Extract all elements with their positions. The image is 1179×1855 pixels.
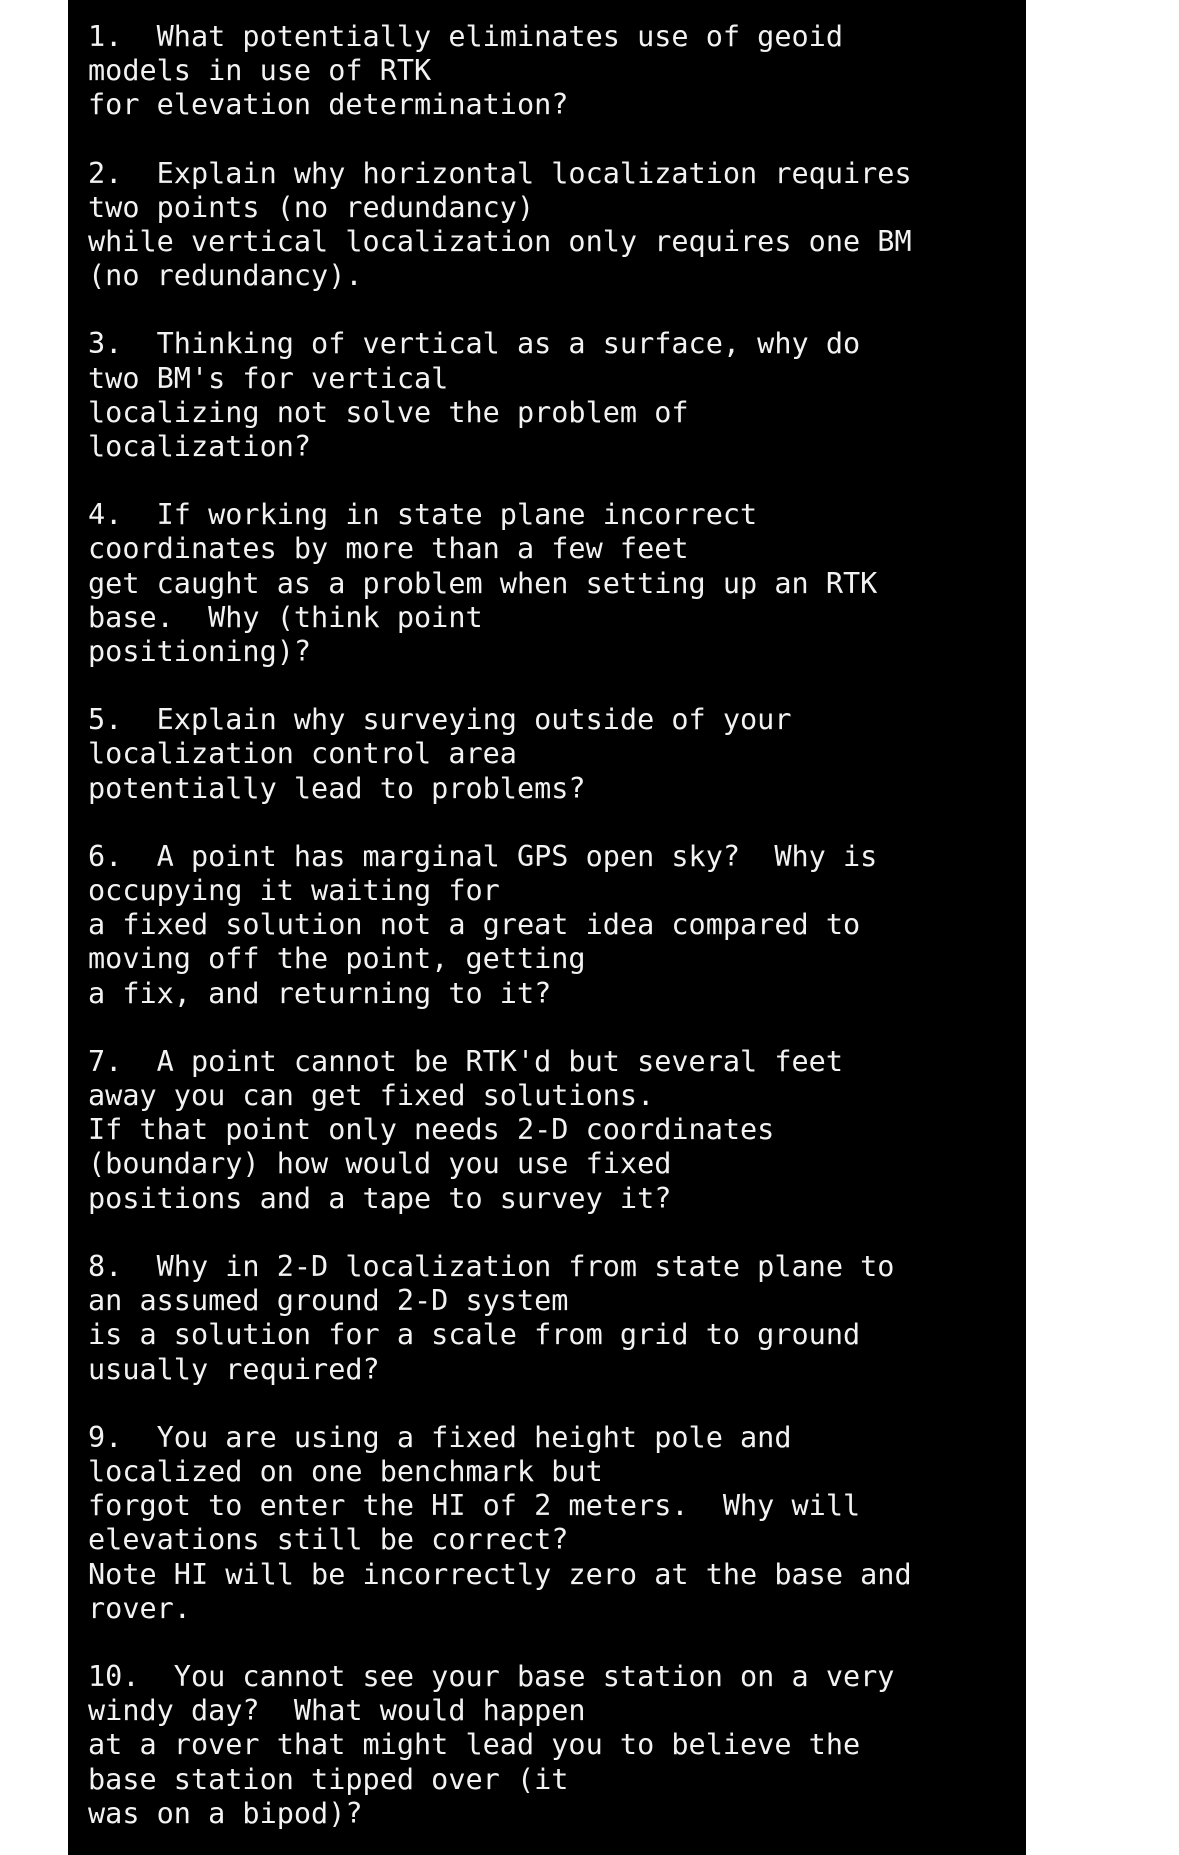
question-line: If that point only needs 2-D coordinates <box>88 1113 775 1147</box>
question-line: 3. Thinking of vertical as a surface, why do <box>88 327 861 361</box>
question-line: two points (no redundancy) <box>88 190 535 224</box>
question-line: positions and a tape to survey it? <box>88 1181 672 1215</box>
question-line: localizing not solve the problem of <box>88 395 689 429</box>
question-line: base. Why (think point <box>88 600 483 634</box>
question-6 <box>88 840 1026 1011</box>
question-4 <box>88 498 1026 669</box>
question-line: windy day? What would happen <box>88 1694 586 1728</box>
question-line: moving off the point, getting <box>88 942 586 976</box>
question-line: 1. What potentially eliminates use of geoid <box>88 20 843 53</box>
question-line: localization? <box>88 430 312 464</box>
question-line: 5. Explain why surveying outside of your <box>88 703 792 737</box>
terminal-text-panel <box>68 0 1026 1855</box>
question-list <box>88 20 1026 1831</box>
question-line: localized on one benchmark but <box>88 1454 603 1488</box>
question-line: 8. Why in 2-D localization from state plane to <box>88 1249 895 1283</box>
question-line: away you can get fixed solutions. <box>88 1079 655 1113</box>
question-7 <box>88 1045 1026 1216</box>
question-10 <box>88 1660 1026 1831</box>
question-line: a fixed solution not a great idea compared to <box>88 908 861 942</box>
question-line: 9. You are using a fixed height pole and <box>88 1420 792 1454</box>
question-line: 10. You cannot see your base station on a very <box>88 1659 895 1693</box>
question-line: rover. <box>88 1591 191 1625</box>
question-line: at a rover that might lead you to believe the <box>88 1728 861 1762</box>
question-line: elevations still be correct? <box>88 1523 569 1557</box>
question-line: (boundary) how would you use fixed <box>88 1147 672 1181</box>
question-line: base station tipped over (it <box>88 1762 569 1796</box>
question-9 <box>88 1421 1026 1626</box>
question-line: a fix, and returning to it? <box>88 976 552 1010</box>
question-8 <box>88 1250 1026 1387</box>
question-3 <box>88 327 1026 464</box>
question-2 <box>88 157 1026 294</box>
question-line: usually required? <box>88 1352 380 1386</box>
question-line: forgot to enter the HI of 2 meters. Why will <box>88 1489 861 1523</box>
question-line: an assumed ground 2-D system <box>88 1284 569 1318</box>
question-line: Note HI will be incorrectly zero at the base and <box>88 1557 912 1591</box>
question-line: 6. A point has marginal GPS open sky? Why is <box>88 839 878 873</box>
question-line: coordinates by more than a few feet <box>88 532 689 566</box>
question-line: localization control area <box>88 737 517 771</box>
question-line: positioning)? <box>88 635 312 669</box>
question-line: 4. If working in state plane incorrect <box>88 498 758 532</box>
question-line: get caught as a problem when setting up an RTK <box>88 566 878 600</box>
question-line: is a solution for a scale from grid to ground <box>88 1318 861 1352</box>
question-line: was on a bipod)? <box>88 1796 363 1830</box>
question-line: occupying it waiting for <box>88 874 500 908</box>
question-line: 2. Explain why horizontal localization requires <box>88 156 912 190</box>
question-line: for elevation determination? <box>88 88 569 122</box>
question-line: while vertical localization only requires one BM <box>88 225 912 259</box>
question-1 <box>88 20 1026 123</box>
question-5 <box>88 703 1026 806</box>
question-line: potentially lead to problems? <box>88 771 586 805</box>
question-line: 7. A point cannot be RTK'd but several feet <box>88 1044 843 1078</box>
question-line: two BM's for vertical <box>88 361 449 395</box>
question-line: (no redundancy). <box>88 259 363 293</box>
question-line: models in use of RTK <box>88 54 432 88</box>
